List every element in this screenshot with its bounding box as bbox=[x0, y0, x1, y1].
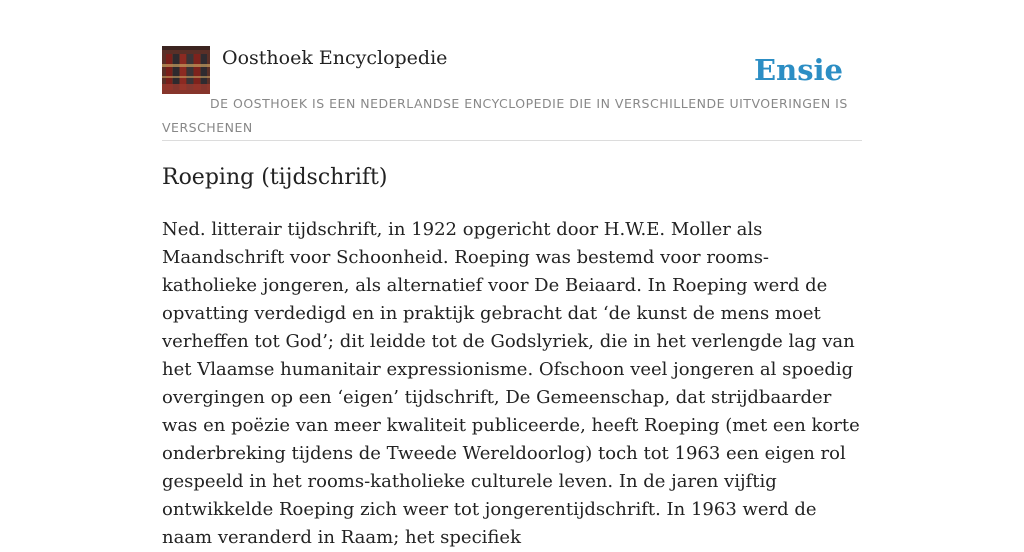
article-title: Roeping (tijdschrift) bbox=[162, 165, 388, 190]
brand-logo[interactable]: Ensie bbox=[754, 53, 843, 87]
site-tagline: DE OOSTHOEK IS EEN NEDERLANDSE ENCYCLOPEDIE DIE IN VERSCHILLENDE UITVOERINGEN IS VERSCHENEN bbox=[162, 96, 848, 135]
site-name[interactable]: Oosthoek Encyclopedie bbox=[222, 47, 448, 69]
article-body: Ned. litterair tijdschrift, in 1922 opgericht door H.W.E. Moller als Maandschrift voor Schoonheid. Roeping was bestemd voor rooms-katholieke jongeren, als alternatief voor De Beiaard. In Roeping werd de opvatting verdedigd en in praktijk gebracht dat ‘de kunst de mens moet verheffen tot God’; dit leidde tot de Godslyriek, die in het verlengde lag van het Vlaamse humanitair expressionisme. Ofschoon veel jongeren al spoedig overgingen op een ‘eigen’ tijdschrift, De Gemeenschap, dat strijdbaarder was en poëzie van meer kwaliteit publiceerde, heeft Roeping (met een korte onderbreking tijdens de Tweede Wereldoorlog) toch tot 1963 een eigen rol gespeeld in het rooms-katholieke culturele leven. In de jaren vijftig ontwikkelde Roeping zich weer tot jongerentijdschrift. In 1963 werd de naam veranderd in Raam; het specifiek bbox=[162, 219, 860, 548]
site-header bbox=[162, 46, 862, 141]
book-spines-icon[interactable] bbox=[162, 46, 210, 94]
